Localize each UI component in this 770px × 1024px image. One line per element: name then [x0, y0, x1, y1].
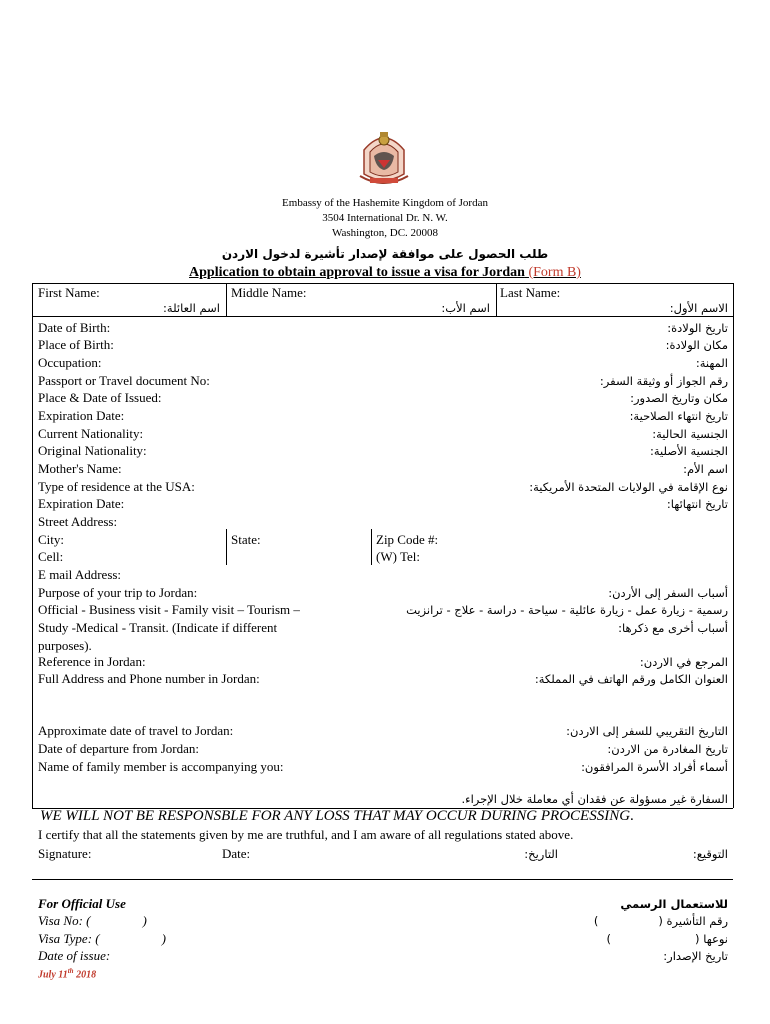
first-name-label: First Name: — [38, 285, 100, 300]
issue-date-label: Date of issue: — [38, 948, 111, 963]
rule — [32, 879, 733, 880]
residence-type-ar-label: نوع الإقامة في الولايات المتحدة الأمريكية: — [529, 480, 728, 494]
occupation-label: Occupation: — [38, 355, 102, 370]
embassy-city: Washington, DC. 20008 — [331, 227, 439, 239]
work-tel-label: (W) Tel: — [376, 549, 420, 564]
title-english-text: Application to obtain approval to issue a visa for Jordan — [189, 265, 525, 280]
rule — [32, 283, 33, 808]
visa-type-close: ) — [161, 931, 166, 946]
official-use-ar-title: للاستعمال الرسمي — [620, 897, 728, 911]
first-name-ar-label: الاسم الأول: — [669, 301, 728, 315]
visa-type-open: Visa Type: ( — [38, 931, 100, 946]
visa-no-label — [38, 913, 147, 929]
father-name-ar-label: اسم الأب: — [441, 301, 490, 315]
rule — [32, 316, 733, 317]
signature-date-ar-label: التاريخ: — [524, 847, 558, 861]
visa-type-ar-label — [607, 931, 728, 947]
purpose-options: Official - Business visit - Family visit – Tourism – — [38, 602, 300, 617]
embassy-street: 3504 International Dr. N. W. — [322, 212, 448, 224]
dob-ar-label: تاريخ الولادة: — [667, 321, 728, 335]
passport-no-ar-label: رقم الجواز أو وثيقة السفر: — [599, 374, 728, 388]
state-label: State: — [231, 532, 261, 547]
rule — [32, 283, 733, 284]
disclaimer-ar: السفارة غير مسؤولة عن فقدان أي معاملة خلال الإجراء. — [461, 792, 728, 806]
mother-name-ar-label: اسم الأم: — [683, 462, 728, 476]
visa-no-ar-label — [594, 913, 728, 929]
travel-date-ar-label: التاريخ التقريبي للسفر إلى الاردن: — [566, 724, 728, 738]
cell-label: Cell: — [38, 549, 64, 564]
current-nationality-ar-label: الجنسية الحالية: — [652, 427, 728, 441]
zip-code-label: Zip Code #: — [376, 532, 439, 547]
dob-label: Date of Birth: — [38, 320, 111, 335]
passport-no-label: Passport or Travel document No: — [38, 373, 210, 388]
residence-expiration-ar-label: تاريخ انتهائها: — [666, 497, 728, 511]
residence-type-label: Type of residence at the USA: — [38, 479, 195, 494]
form-revision-date-prefix: July 11 — [38, 969, 68, 981]
mother-name-label: Mother's Name: — [38, 461, 122, 476]
travel-date-label: Approximate date of travel to Jordan: — [38, 723, 234, 738]
issue-place-date-label: Place & Date of Issued: — [38, 390, 162, 405]
form-revision-date — [38, 967, 96, 980]
original-nationality-ar-label: الجنسية الأصلية: — [650, 444, 728, 458]
rule — [226, 283, 227, 316]
purpose-ar-other: أسباب أخرى مع ذكرها: — [618, 621, 728, 635]
visa-type-label — [38, 931, 166, 947]
original-nationality-label: Original Nationality: — [38, 443, 147, 458]
certification-statement: I certify that all the statements given by me are truthful, and I am aware of all regulations stated above. — [38, 827, 574, 842]
family-name-ar-label: اسم العائلة: — [163, 301, 220, 315]
signature-label: Signature: — [38, 846, 92, 861]
purpose-ar-options: رسمية - زيارة عمل - زيارة عائلية - سياحة - دراسة - علاج - ترانزيت — [406, 603, 728, 617]
departure-date-label: Date of departure from Jordan: — [38, 741, 199, 756]
form-revision-date-year: 2018 — [73, 969, 97, 981]
form-revision-date-sup: th — [67, 967, 74, 975]
residence-expiration-label: Expiration Date: — [38, 496, 125, 511]
reference-label: Reference in Jordan: — [38, 654, 146, 669]
city-label: City: — [38, 532, 65, 547]
rule — [371, 529, 372, 565]
departure-date-ar-label: تاريخ المغادرة من الاردن: — [607, 742, 728, 756]
visa-no-ar-close: ) — [593, 914, 599, 928]
form-tag: (Form B) — [528, 265, 581, 280]
expiration-date-ar-label: تاريخ انتهاء الصلاحية: — [629, 409, 728, 423]
purpose-options-end: purposes). — [38, 638, 92, 653]
title-english — [0, 265, 770, 281]
rule — [496, 283, 497, 316]
purpose-options-cont: Study -Medical - Transit. (Indicate if different — [38, 620, 278, 635]
processing-warning-dot: . — [630, 808, 634, 824]
issue-place-date-ar-label: مكان وتاريخ الصدور: — [630, 391, 728, 405]
visa-type-ar-close: ) — [606, 932, 612, 946]
middle-name-label: Middle Name: — [231, 285, 307, 300]
rule — [226, 529, 227, 565]
visa-no-close: ) — [142, 913, 147, 928]
family-member-ar-label: أسماء أفراد الأسرة المرافقون: — [581, 760, 728, 774]
street-address-label: Street Address: — [38, 514, 118, 529]
purpose-label: Purpose of your trip to Jordan: — [38, 585, 198, 600]
purpose-ar-label: أسباب السفر إلى الأردن: — [608, 586, 728, 600]
issue-date-ar-label: تاريخ الإصدار: — [663, 949, 728, 963]
jordan-coat-of-arms-icon — [356, 128, 412, 188]
email-label: E mail Address: — [38, 567, 122, 582]
rule — [733, 283, 734, 808]
processing-warning-text: WE WILL NOT BE RESPONSBLE FOR ANY LOSS THAT MAY OCCUR DURING PROCESSING — [40, 808, 631, 824]
jordan-address-ar-label: العنوان الكامل ورقم الهاتف في المملكة: — [534, 672, 728, 686]
signature-ar-label: التوقيع: — [692, 847, 728, 861]
current-nationality-label: Current Nationality: — [38, 426, 144, 441]
official-use-title: For Official Use — [38, 896, 126, 911]
pob-ar-label: مكان الولادة: — [665, 338, 728, 352]
visa-no-open: Visa No: ( — [38, 913, 91, 928]
visa-no-ar-open: رقم التأشيرة ( — [658, 914, 728, 928]
last-name-label: Last Name: — [500, 285, 561, 300]
expiration-date-label: Expiration Date: — [38, 408, 125, 423]
visa-type-ar-open: نوعها ( — [695, 932, 728, 946]
pob-label: Place of Birth: — [38, 337, 114, 352]
occupation-ar-label: المهنة: — [695, 356, 728, 370]
title-arabic: طلب الحصول على موافقة لإصدار تأشيرة لدخول الاردن — [221, 247, 549, 261]
embassy-name: Embassy of the Hashemite Kingdom of Jordan — [282, 197, 488, 209]
processing-warning — [40, 808, 634, 825]
reference-ar-label: المرجع في الاردن: — [639, 655, 728, 669]
signature-date-label: Date: — [222, 846, 251, 861]
jordan-address-label: Full Address and Phone number in Jordan: — [38, 671, 260, 686]
family-member-label: Name of family member is accompanying you: — [38, 759, 284, 774]
